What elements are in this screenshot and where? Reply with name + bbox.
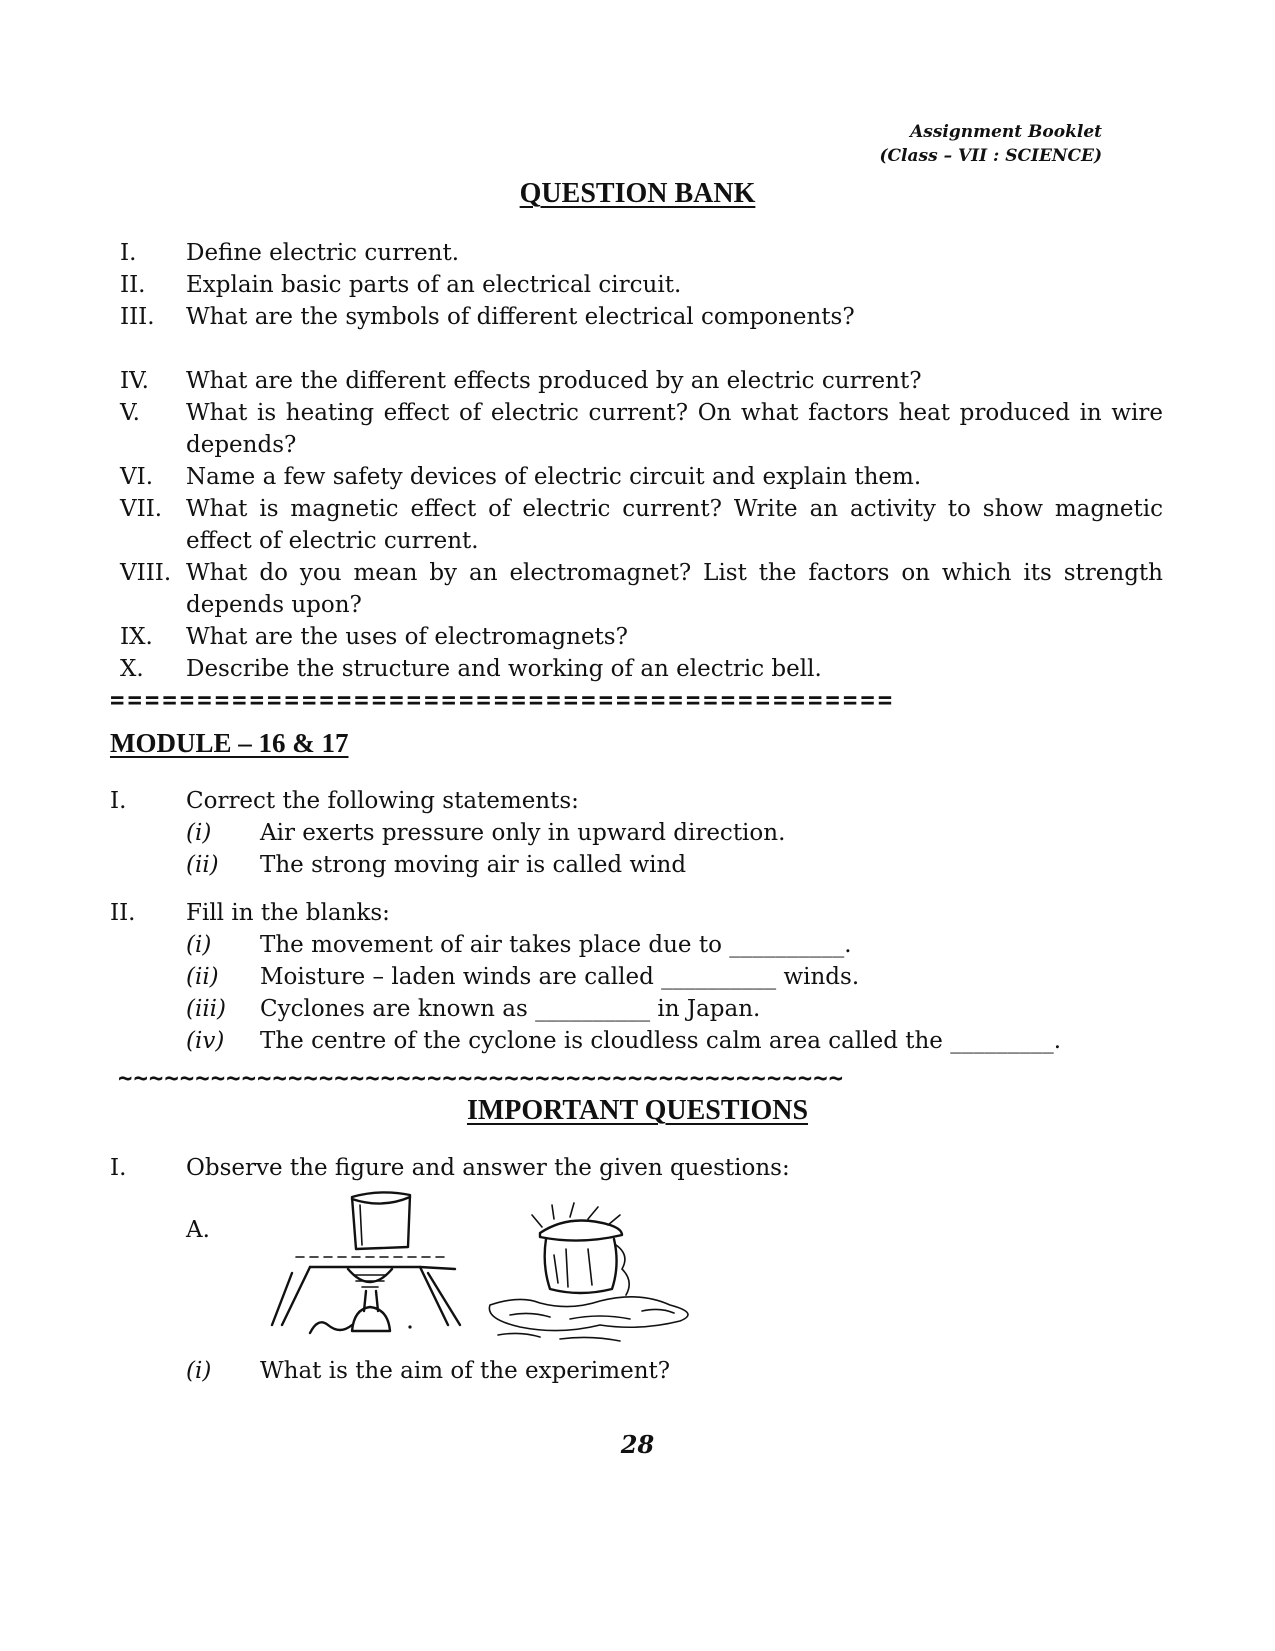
item-text: Name a few safety devices of electric circuit and explain them. [186, 464, 922, 490]
sub-item-number: (i) [186, 1358, 212, 1384]
sub-item-text: Air exerts pressure only in upward direction. [260, 820, 786, 846]
section-text: Fill in the blanks: [186, 900, 390, 926]
class-subject: (Class – VII : SCIENCE) [879, 146, 1102, 166]
module-heading: MODULE – 16 & 17 [110, 728, 349, 758]
important-heading-wrap [0, 1095, 1275, 1127]
sub-item-text: Cyclones are known as __________ in Japan. [260, 996, 761, 1022]
sub-item-number: (i) [186, 820, 212, 846]
item-number: III. [120, 304, 155, 330]
tilde-separator: ~~~~~~~~~~~~~~~~~~~~~~~~~~~~~~~~~~~~~~~~~~~~~~~ [118, 1064, 845, 1092]
item-number: II. [120, 272, 146, 298]
item-text: What do you mean by an electromagnet? List the factors on which its strength depends upon? [186, 560, 1163, 618]
section-text: Correct the following statements: [186, 788, 579, 814]
figure-label: A. [186, 1217, 210, 1243]
item-number: V. [120, 400, 140, 426]
item-number: X. [120, 656, 144, 682]
page-number: 28 [620, 1430, 655, 1459]
item-text: What are the symbols of different electrical components? [186, 304, 855, 330]
item-text: What is magnetic effect of electric current? Write an activity to show magnetic effect of electric current. [186, 496, 1163, 554]
sub-item-number: (i) [186, 932, 212, 958]
sub-item-number: (iii) [186, 996, 227, 1022]
section-number: II. [110, 900, 136, 926]
item-number: I. [120, 240, 137, 266]
sub-item-text: The centre of the cyclone is cloudless calm area called the _________. [260, 1028, 1062, 1054]
item-text: Define electric current. [186, 240, 460, 266]
important-questions-heading: IMPORTANT QUESTIONS [466, 1095, 809, 1126]
item-number: VI. [120, 464, 154, 490]
equals-separator: ============================================= [110, 686, 896, 714]
item-text: Explain basic parts of an electrical circuit. [186, 272, 682, 298]
item-number: VII. [120, 496, 163, 522]
heating-can-drawing [272, 1192, 460, 1333]
sub-item-text: What is the aim of the experiment? [260, 1358, 671, 1384]
experiment-figure [270, 1185, 740, 1355]
question-bank-heading-wrap [0, 178, 1275, 210]
sub-item-number: (ii) [186, 852, 219, 878]
item-number: IX. [120, 624, 153, 650]
sub-item-text: The strong moving air is called wind [260, 852, 687, 878]
item-number: IV. [120, 368, 149, 394]
item-text: What are the different effects produced by an electric current? [186, 368, 922, 394]
booklet-title: Assignment Booklet [910, 122, 1102, 142]
item-text: What is heating effect of electric current? On what factors heat produced in wire depends? [186, 400, 1163, 458]
item-text: Describe the structure and working of an electric bell. [186, 656, 822, 682]
sub-item-text: The movement of air takes place due to __________. [260, 932, 852, 958]
sub-item-number: (ii) [186, 964, 219, 990]
item-text: What are the uses of electromagnets? [186, 624, 628, 650]
question-text: Observe the figure and answer the given questions: [186, 1155, 790, 1181]
section-number: I. [110, 788, 127, 814]
item-number: VIII. [120, 560, 172, 586]
question-number: I. [110, 1155, 127, 1181]
sub-item-text: Moisture – laden winds are called __________ winds. [260, 964, 860, 990]
sub-item-number: (iv) [186, 1028, 225, 1054]
crushed-can-drawing [489, 1203, 688, 1341]
question-bank-heading: QUESTION BANK [519, 178, 756, 209]
